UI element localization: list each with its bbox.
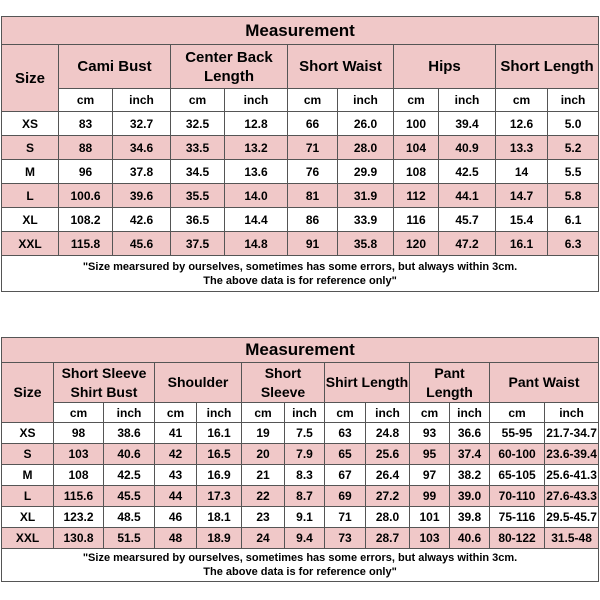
value-cell: 7.9 <box>285 444 325 465</box>
size-cell: XS <box>2 423 54 444</box>
value-cell: 33.9 <box>338 208 394 232</box>
size-cell: M <box>2 465 54 486</box>
size-cell: XXL <box>2 232 59 256</box>
column-header: Hips <box>394 45 496 89</box>
column-header: Short Sleeve Shirt Bust <box>54 363 155 403</box>
value-cell: 73 <box>325 528 366 549</box>
value-cell: 80-122 <box>490 528 545 549</box>
unit-label: inch <box>225 89 288 112</box>
size-cell: XL <box>2 507 54 528</box>
value-cell: 123.2 <box>54 507 104 528</box>
table-row <box>2 232 599 256</box>
value-cell: 32.5 <box>171 112 225 136</box>
value-cell: 83 <box>59 112 113 136</box>
value-cell: 51.5 <box>104 528 155 549</box>
value-cell: 46 <box>155 507 197 528</box>
value-cell: 39.8 <box>450 507 490 528</box>
value-cell: 14.7 <box>496 184 548 208</box>
value-cell: 71 <box>325 507 366 528</box>
unit-label: cm <box>490 403 545 423</box>
value-cell: 21.7-34.7 <box>545 423 599 444</box>
unit-row <box>2 89 599 112</box>
value-cell: 20 <box>242 444 285 465</box>
unit-label: inch <box>548 89 599 112</box>
value-cell: 13.6 <box>225 160 288 184</box>
value-cell: 40.9 <box>439 136 496 160</box>
value-cell: 28.7 <box>366 528 410 549</box>
unit-label: cm <box>410 403 450 423</box>
column-header: Short Waist <box>288 45 394 89</box>
value-cell: 24 <box>242 528 285 549</box>
table-title: Measurement <box>2 17 599 45</box>
value-cell: 43 <box>155 465 197 486</box>
value-cell: 6.3 <box>548 232 599 256</box>
table-row <box>2 528 599 549</box>
column-header: Pant Length <box>410 363 490 403</box>
unit-label: inch <box>545 403 599 423</box>
unit-label: inch <box>104 403 155 423</box>
value-cell: 65 <box>325 444 366 465</box>
value-cell: 60-100 <box>490 444 545 465</box>
value-cell: 14.0 <box>225 184 288 208</box>
value-cell: 16.1 <box>496 232 548 256</box>
value-cell: 130.8 <box>54 528 104 549</box>
size-cell: XL <box>2 208 59 232</box>
value-cell: 86 <box>288 208 338 232</box>
value-cell: 69 <box>325 486 366 507</box>
size-cell: XXL <box>2 528 54 549</box>
value-cell: 42.5 <box>439 160 496 184</box>
value-cell: 25.6-41.3 <box>545 465 599 486</box>
size-cell: S <box>2 136 59 160</box>
value-cell: 34.5 <box>171 160 225 184</box>
value-cell: 28.0 <box>338 136 394 160</box>
value-cell: 63 <box>325 423 366 444</box>
unit-label: inch <box>439 89 496 112</box>
unit-label: inch <box>450 403 490 423</box>
unit-label: cm <box>496 89 548 112</box>
value-cell: 47.2 <box>439 232 496 256</box>
size-cell: S <box>2 444 54 465</box>
size-cell: L <box>2 184 59 208</box>
value-cell: 16.1 <box>197 423 242 444</box>
value-cell: 45.6 <box>113 232 171 256</box>
value-cell: 120 <box>394 232 439 256</box>
value-cell: 37.4 <box>450 444 490 465</box>
value-cell: 19 <box>242 423 285 444</box>
value-cell: 48 <box>155 528 197 549</box>
value-cell: 38.2 <box>450 465 490 486</box>
table-row <box>2 184 599 208</box>
measurement-table-1 <box>1 16 599 292</box>
value-cell: 6.1 <box>548 208 599 232</box>
value-cell: 26.4 <box>366 465 410 486</box>
note-line: "Size mearsured by ourselves, sometimes has some errors, but always within 3cm. <box>82 552 518 564</box>
value-cell: 42 <box>155 444 197 465</box>
size-header: Size <box>2 45 59 112</box>
value-cell: 100.6 <box>59 184 113 208</box>
value-cell: 91 <box>288 232 338 256</box>
value-cell: 44 <box>155 486 197 507</box>
value-cell: 44.1 <box>439 184 496 208</box>
unit-label: inch <box>338 89 394 112</box>
unit-label: inch <box>113 89 171 112</box>
value-cell: 21 <box>242 465 285 486</box>
value-cell: 66 <box>288 112 338 136</box>
value-cell: 40.6 <box>450 528 490 549</box>
value-cell: 108 <box>394 160 439 184</box>
unit-label: cm <box>59 89 113 112</box>
value-cell: 38.6 <box>104 423 155 444</box>
value-cell: 5.2 <box>548 136 599 160</box>
unit-label: cm <box>242 403 285 423</box>
column-header: Cami Bust <box>59 45 171 89</box>
value-cell: 115.6 <box>54 486 104 507</box>
value-cell: 27.6-43.3 <box>545 486 599 507</box>
column-header: Shirt Length <box>325 363 410 403</box>
value-cell: 26.0 <box>338 112 394 136</box>
size-cell: M <box>2 160 59 184</box>
value-cell: 103 <box>54 444 104 465</box>
size-cell: L <box>2 486 54 507</box>
value-cell: 23 <box>242 507 285 528</box>
value-cell: 31.5-48 <box>545 528 599 549</box>
value-cell: 71 <box>288 136 338 160</box>
value-cell: 8.7 <box>285 486 325 507</box>
value-cell: 55-95 <box>490 423 545 444</box>
value-cell: 39.4 <box>439 112 496 136</box>
measurement-table-2 <box>1 337 599 582</box>
column-header: Short Length <box>496 45 599 89</box>
value-cell: 31.9 <box>338 184 394 208</box>
value-cell: 14 <box>496 160 548 184</box>
value-cell: 14.4 <box>225 208 288 232</box>
value-cell: 33.5 <box>171 136 225 160</box>
unit-label: inch <box>197 403 242 423</box>
table-row <box>2 160 599 184</box>
value-cell: 35.8 <box>338 232 394 256</box>
value-cell: 115.8 <box>59 232 113 256</box>
value-cell: 116 <box>394 208 439 232</box>
value-cell: 14.8 <box>225 232 288 256</box>
value-cell: 18.1 <box>197 507 242 528</box>
value-cell: 104 <box>394 136 439 160</box>
unit-label: cm <box>394 89 439 112</box>
value-cell: 35.5 <box>171 184 225 208</box>
disclaimer-note <box>2 256 599 292</box>
column-header: Short Sleeve <box>242 363 325 403</box>
value-cell: 37.8 <box>113 160 171 184</box>
table-row <box>2 465 599 486</box>
value-cell: 32.7 <box>113 112 171 136</box>
value-cell: 100 <box>394 112 439 136</box>
value-cell: 16.9 <box>197 465 242 486</box>
value-cell: 28.0 <box>366 507 410 528</box>
unit-label: inch <box>285 403 325 423</box>
value-cell: 39.6 <box>113 184 171 208</box>
value-cell: 7.5 <box>285 423 325 444</box>
value-cell: 13.3 <box>496 136 548 160</box>
value-cell: 39.0 <box>450 486 490 507</box>
value-cell: 34.6 <box>113 136 171 160</box>
value-cell: 88 <box>59 136 113 160</box>
unit-label: cm <box>54 403 104 423</box>
value-cell: 15.4 <box>496 208 548 232</box>
table-row <box>2 112 599 136</box>
value-cell: 103 <box>410 528 450 549</box>
value-cell: 24.8 <box>366 423 410 444</box>
table-row <box>2 486 599 507</box>
value-cell: 41 <box>155 423 197 444</box>
value-cell: 45.5 <box>104 486 155 507</box>
table-row <box>2 444 599 465</box>
value-cell: 98 <box>54 423 104 444</box>
value-cell: 93 <box>410 423 450 444</box>
value-cell: 96 <box>59 160 113 184</box>
table-row <box>2 507 599 528</box>
value-cell: 18.9 <box>197 528 242 549</box>
table-title: Measurement <box>2 338 599 363</box>
value-cell: 17.3 <box>197 486 242 507</box>
column-header: Center Back Length <box>171 45 288 89</box>
value-cell: 29.5-45.7 <box>545 507 599 528</box>
value-cell: 45.7 <box>439 208 496 232</box>
value-cell: 108 <box>54 465 104 486</box>
value-cell: 112 <box>394 184 439 208</box>
value-cell: 36.5 <box>171 208 225 232</box>
note-line: The above data is for reference only" <box>203 274 397 287</box>
value-cell: 36.6 <box>450 423 490 444</box>
table-row <box>2 136 599 160</box>
value-cell: 67 <box>325 465 366 486</box>
value-cell: 25.6 <box>366 444 410 465</box>
value-cell: 8.3 <box>285 465 325 486</box>
value-cell: 97 <box>410 465 450 486</box>
unit-label: cm <box>171 89 225 112</box>
value-cell: 9.1 <box>285 507 325 528</box>
value-cell: 16.5 <box>197 444 242 465</box>
value-cell: 70-110 <box>490 486 545 507</box>
value-cell: 76 <box>288 160 338 184</box>
size-cell: XS <box>2 112 59 136</box>
value-cell: 99 <box>410 486 450 507</box>
unit-label: cm <box>155 403 197 423</box>
table-row <box>2 423 599 444</box>
note-line: The above data is for reference only" <box>203 566 397 578</box>
note-line: "Size mearsured by ourselves, sometimes has some errors, but always within 3cm. <box>82 260 518 273</box>
value-cell: 12.8 <box>225 112 288 136</box>
value-cell: 108.2 <box>59 208 113 232</box>
column-header: Shoulder <box>155 363 242 403</box>
value-cell: 42.6 <box>113 208 171 232</box>
size-header: Size <box>2 363 54 423</box>
value-cell: 37.5 <box>171 232 225 256</box>
value-cell: 95 <box>410 444 450 465</box>
table-row <box>2 208 599 232</box>
unit-label: cm <box>288 89 338 112</box>
value-cell: 5.5 <box>548 160 599 184</box>
value-cell: 5.8 <box>548 184 599 208</box>
value-cell: 9.4 <box>285 528 325 549</box>
unit-label: inch <box>366 403 410 423</box>
value-cell: 12.6 <box>496 112 548 136</box>
value-cell: 65-105 <box>490 465 545 486</box>
value-cell: 81 <box>288 184 338 208</box>
value-cell: 5.0 <box>548 112 599 136</box>
value-cell: 27.2 <box>366 486 410 507</box>
value-cell: 75-116 <box>490 507 545 528</box>
unit-row <box>2 403 599 423</box>
value-cell: 101 <box>410 507 450 528</box>
value-cell: 40.6 <box>104 444 155 465</box>
column-header: Pant Waist <box>490 363 599 403</box>
value-cell: 23.6-39.4 <box>545 444 599 465</box>
value-cell: 42.5 <box>104 465 155 486</box>
unit-label: cm <box>325 403 366 423</box>
value-cell: 13.2 <box>225 136 288 160</box>
value-cell: 48.5 <box>104 507 155 528</box>
disclaimer-note <box>2 549 599 582</box>
value-cell: 22 <box>242 486 285 507</box>
value-cell: 29.9 <box>338 160 394 184</box>
